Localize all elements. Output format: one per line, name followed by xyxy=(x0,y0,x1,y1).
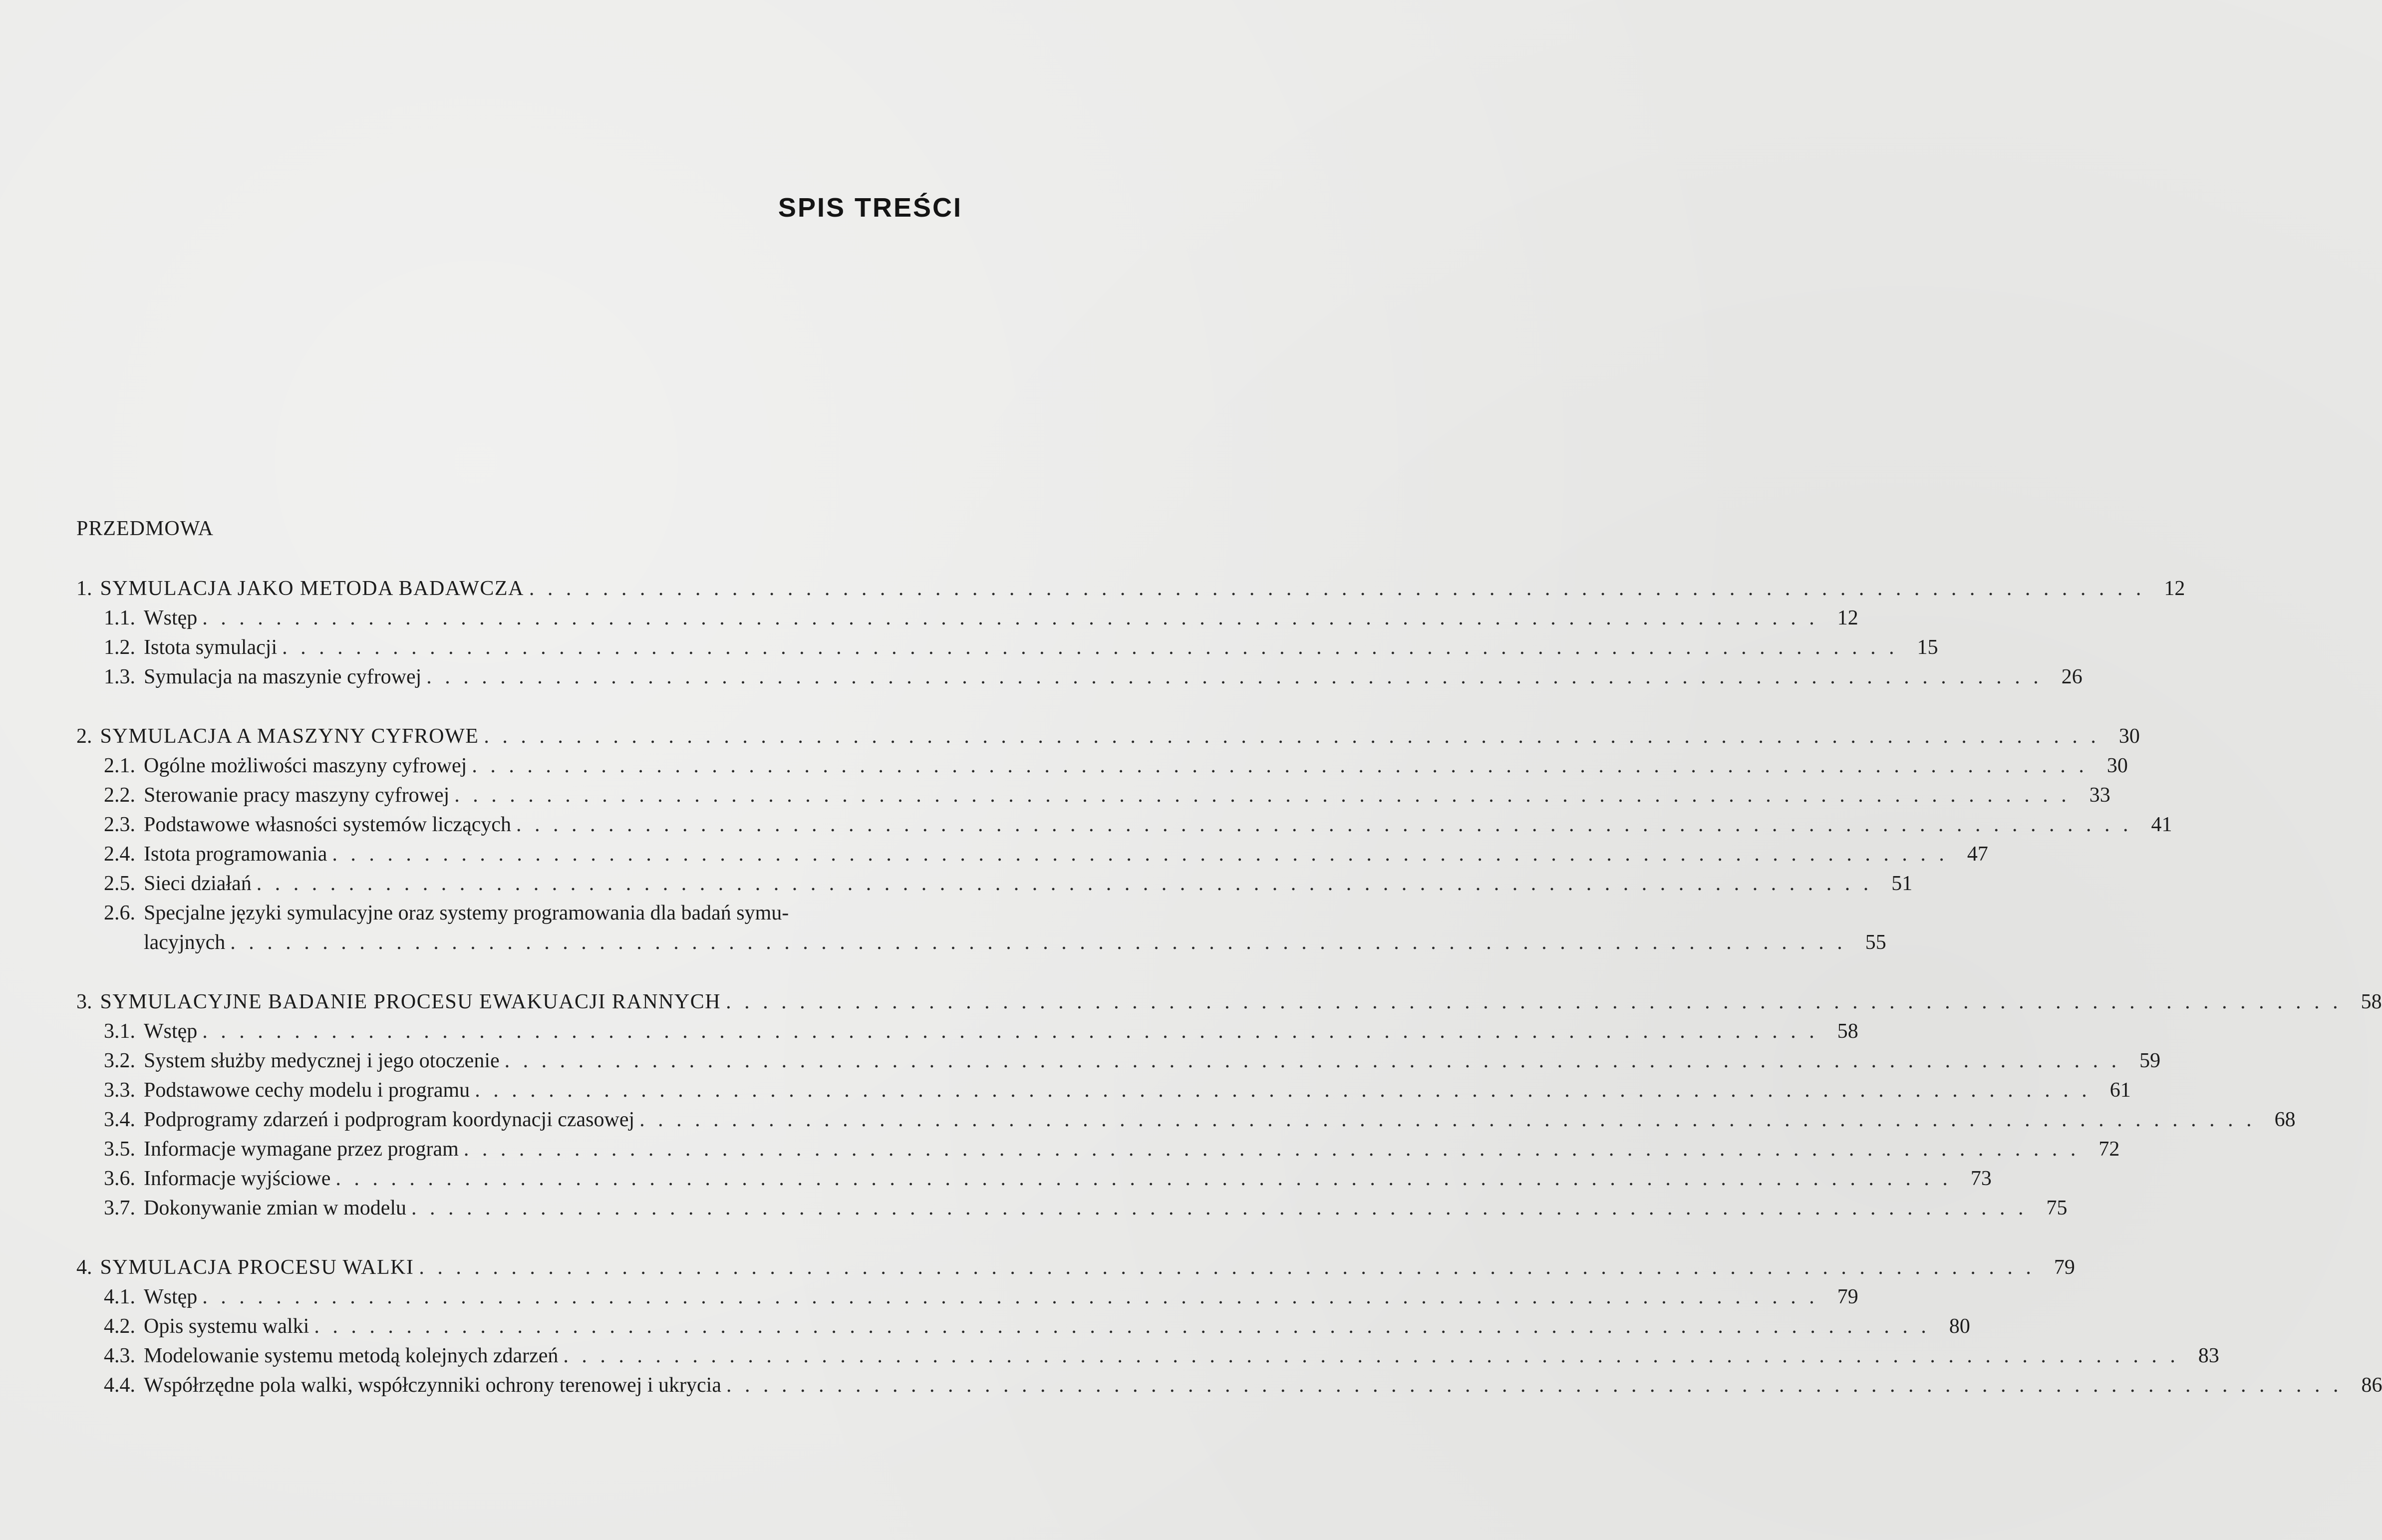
dot-leader xyxy=(726,1371,2343,1400)
entry-number: 3.6. xyxy=(104,1167,135,1190)
dot-leader xyxy=(335,1164,1952,1194)
entry-page: 83 xyxy=(2198,1344,2219,1367)
entry-page: 58 xyxy=(2361,990,2382,1013)
entry-page: 72 xyxy=(2098,1138,2120,1161)
entry-page: 61 xyxy=(2109,1079,2131,1102)
entry-title: Modelowanie systemu metodą kolejnych zdarzeń xyxy=(144,1344,559,1367)
entry-number: 1.3. xyxy=(104,665,135,688)
dot-leader xyxy=(516,810,2132,840)
entry-title: Wstęp xyxy=(144,1285,198,1308)
entry-page: 80 xyxy=(1949,1315,1970,1338)
toc-chapter-4 xyxy=(76,1253,2382,1400)
entry-title: Specjalne języki symulacyjne oraz systemy programowania dla badań symu- xyxy=(144,902,789,924)
entry-number: 2.3. xyxy=(104,813,135,836)
entry-page: 12 xyxy=(1837,607,1858,629)
entry-page: 41 xyxy=(2151,813,2172,836)
toc-entry-chapter xyxy=(76,722,2140,751)
dot-leader xyxy=(472,751,2088,781)
entry-page: 86 xyxy=(2361,1374,2382,1397)
entry-number: 4. xyxy=(76,1256,92,1279)
dot-leader xyxy=(505,1046,2121,1076)
dot-leader xyxy=(464,1135,2080,1164)
entry-title: Istota programowania xyxy=(144,843,327,866)
entry-number: 3.4. xyxy=(104,1108,135,1131)
entry-title: SYMULACJA JAKO METODA BADAWCZA xyxy=(100,577,524,600)
entry-title: Dokonywanie zmian w modelu xyxy=(144,1197,407,1220)
entry-page: 33 xyxy=(2089,784,2110,807)
dot-leader xyxy=(454,781,2071,810)
entry-page: 15 xyxy=(1917,636,1938,659)
entry-number: 2.2. xyxy=(104,784,135,807)
toc-entry-chapter xyxy=(76,1253,2075,1282)
toc-entry-section xyxy=(76,633,1938,662)
entry-page: 68 xyxy=(2274,1108,2296,1131)
dot-leader xyxy=(529,574,2145,604)
entry-page: 47 xyxy=(1967,843,1988,866)
entry-page: 73 xyxy=(1970,1167,1992,1190)
toc-entry-section xyxy=(76,840,1988,869)
dot-leader xyxy=(332,840,1948,869)
toc-entry-section xyxy=(76,899,965,928)
entry-page: 79 xyxy=(2054,1256,2075,1279)
dot-leader xyxy=(202,1017,1818,1046)
entry-page: 30 xyxy=(2106,754,2128,777)
toc-entry-chapter xyxy=(76,987,2382,1017)
entry-title: Sieci działań xyxy=(144,872,252,895)
entry-number: 4.3. xyxy=(104,1344,135,1367)
toc-entry-section xyxy=(76,810,2172,840)
dot-leader xyxy=(475,1076,2091,1105)
entry-title: Podprogramy zdarzeń i podprogram koordynacji czasowej xyxy=(144,1108,635,1131)
foreword-heading: PRZEDMOWA xyxy=(76,517,214,540)
entry-title: Ogólne możliwości maszyny cyfrowej xyxy=(144,754,467,777)
toc-entry-section xyxy=(76,1341,2219,1371)
entry-page: 55 xyxy=(1865,931,1886,954)
toc-entry-section xyxy=(76,751,2128,781)
entry-number: 2.5. xyxy=(104,872,135,895)
toc-entry-section xyxy=(76,781,2110,810)
toc-entry-continuation xyxy=(76,928,1886,957)
entry-title: Istota symulacji xyxy=(144,636,278,659)
entry-title: SYMULACYJNE BADANIE PROCESU EWAKUACJI RANNYCH xyxy=(100,990,721,1013)
toc-entry-section xyxy=(76,1105,2296,1135)
entry-number: 3.1. xyxy=(104,1020,135,1043)
entry-number: 1.1. xyxy=(104,607,135,629)
entry-page: 26 xyxy=(2061,665,2083,688)
toc-chapter-1 xyxy=(76,574,2185,692)
dot-leader xyxy=(230,928,1846,957)
dot-leader xyxy=(426,662,2043,692)
entry-title: Informacje wymagane przez program xyxy=(144,1138,459,1161)
toc-entry-section xyxy=(76,662,2083,692)
entry-number: 2. xyxy=(76,725,92,748)
dot-leader xyxy=(563,1341,2179,1371)
dot-leader xyxy=(202,1282,1818,1312)
entry-number: 2.4. xyxy=(104,843,135,866)
toc-entry-section xyxy=(76,1135,2120,1164)
entry-number: 2.1. xyxy=(104,754,135,777)
toc-entry-section xyxy=(76,1371,2382,1400)
entry-title: SYMULACJA PROCESU WALKI xyxy=(100,1256,414,1279)
toc-entry-section xyxy=(76,1017,1858,1046)
entry-number: 4.1. xyxy=(104,1285,135,1308)
entry-page: 30 xyxy=(2118,725,2140,748)
toc-entry-section xyxy=(76,1076,2131,1105)
page-title: SPIS TREŚCI xyxy=(778,193,962,223)
entry-number: 3.2. xyxy=(104,1049,135,1072)
entry-title: SYMULACJA A MASZYNY CYFROWE xyxy=(100,725,479,748)
toc-entry-section xyxy=(76,1164,1992,1194)
toc-entry-section xyxy=(76,1312,1970,1341)
entry-number: 4.2. xyxy=(104,1315,135,1338)
dot-leader xyxy=(257,869,1873,899)
entry-title: Współrzędne pola walki, współczynniki ochrony terenowej i ukrycia xyxy=(144,1374,721,1397)
entry-title: Sterowanie pracy maszyny cyfrowej xyxy=(144,784,450,807)
entry-page: 75 xyxy=(2046,1197,2068,1220)
entry-page: 12 xyxy=(2164,577,2185,600)
entry-number: 3.5. xyxy=(104,1138,135,1161)
toc-chapter-3 xyxy=(76,987,2382,1223)
dot-leader xyxy=(314,1312,1930,1341)
entry-number: 3.3. xyxy=(104,1079,135,1102)
entry-number: 1.2. xyxy=(104,636,135,659)
entry-number: 2.6. xyxy=(104,902,135,924)
dot-leader xyxy=(419,1253,2035,1282)
entry-page: 79 xyxy=(1837,1285,1858,1308)
entry-title: Opis systemu walki xyxy=(144,1315,309,1338)
entry-title: Podstawowe własności systemów liczących xyxy=(144,813,512,836)
toc-entry-chapter xyxy=(76,574,2185,604)
dot-leader xyxy=(639,1105,2256,1135)
toc-entry-section xyxy=(76,1194,2068,1223)
entry-number: 3. xyxy=(76,990,92,1013)
dot-leader xyxy=(202,604,1818,633)
dot-leader xyxy=(484,722,2100,751)
entry-title: Wstęp xyxy=(144,1020,198,1043)
entry-number: 1. xyxy=(76,577,92,600)
entry-page: 58 xyxy=(1837,1020,1858,1043)
entry-title: Wstęp xyxy=(144,607,198,629)
table-of-contents xyxy=(76,574,2382,1430)
entry-title: Informacje wyjściowe xyxy=(144,1167,331,1190)
entry-page: 59 xyxy=(2139,1049,2161,1072)
toc-entry-section xyxy=(76,869,1913,899)
dot-leader xyxy=(282,633,1898,662)
entry-number: 4.4. xyxy=(104,1374,135,1397)
entry-number: 3.7. xyxy=(104,1197,135,1220)
dot-leader xyxy=(411,1194,2028,1223)
toc-chapter-2 xyxy=(76,722,2172,957)
dot-leader xyxy=(726,987,2342,1017)
entry-title: Symulacja na maszynie cyfrowej xyxy=(144,665,422,688)
toc-entry-section xyxy=(76,1046,2161,1076)
toc-entry-section xyxy=(76,1282,1858,1312)
entry-title-continuation: lacyjnych xyxy=(144,931,226,954)
entry-title: Podstawowe cechy modelu i programu xyxy=(144,1079,470,1102)
entry-page: 51 xyxy=(1891,872,1913,895)
toc-entry-section xyxy=(76,604,1858,633)
entry-title: System służby medycznej i jego otoczenie xyxy=(144,1049,500,1072)
